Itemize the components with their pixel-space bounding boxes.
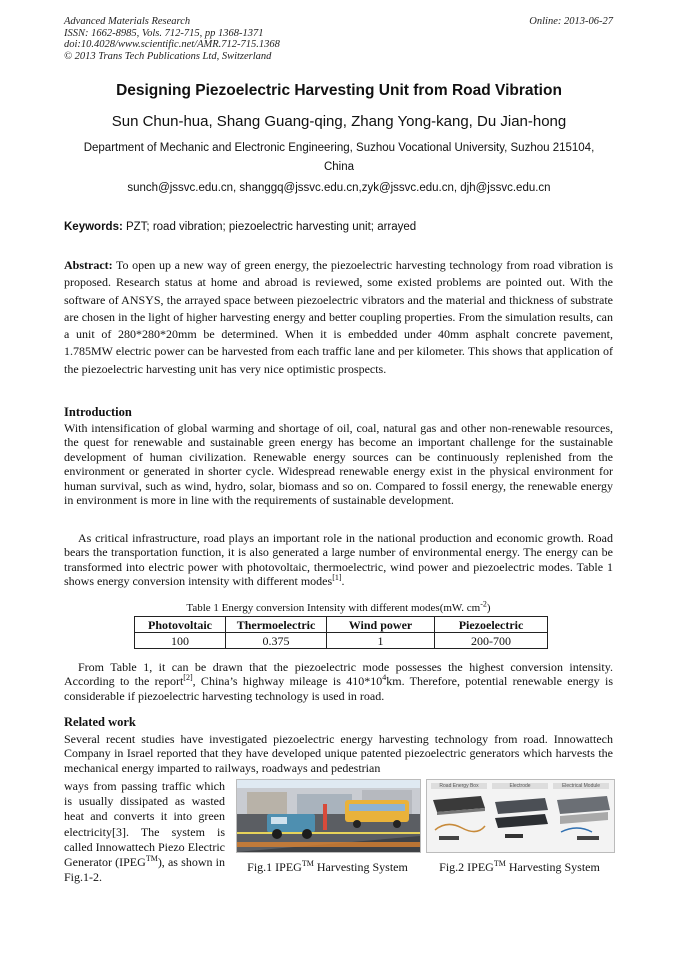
fig2-tm: TM: [493, 859, 506, 868]
journal-header: [64, 16, 280, 62]
fig1-rest: Harvesting System: [313, 860, 408, 874]
table-cell: 100: [135, 633, 226, 649]
fig1-tm: TM: [301, 859, 314, 868]
discussion-c: km. Therefore, potential renewable energy is considerable if piezoelectric harvesting technology is used in road.: [64, 674, 614, 703]
ipeg-components-illustration: [427, 780, 614, 852]
discussion-a: From Table 1, it can be drawn that the piezoelectric mode possesses the highest conversion intensity. According to the report: [64, 660, 613, 689]
introduction-paragraph-2: [64, 531, 613, 589]
affiliation: Department of Mechanic and Electronic Engineering, Suzhou Vocational University, Suzhou 215104, China: [83, 142, 595, 173]
energy-table: [134, 616, 548, 649]
emails: sunch@jssvc.edu.cn, shanggq@jssvc.edu.cn,zyk@jssvc.edu.cn, djh@jssvc.edu.cn: [127, 182, 551, 194]
fig2-label: Fig.2 IPEG: [439, 860, 494, 874]
discussion-citation: [2]: [183, 673, 193, 683]
related-work-heading: Related work: [64, 715, 136, 729]
journal-name: Advanced Materials Research: [64, 16, 191, 27]
figure-2-caption: [426, 860, 613, 875]
table-cell: 200-700: [435, 633, 548, 649]
online-date: Online: 2013-06-27: [529, 16, 613, 27]
ipeg-road-illustration: [237, 780, 420, 852]
authors: Sun Chun-hua, Shang Guang-qing, Zhang Yong-kang, Du Jian-hong: [111, 113, 567, 130]
panel-label: Electrical Module: [553, 783, 609, 789]
figure-2-image: [426, 779, 615, 853]
figure-1-image: [236, 779, 421, 853]
table-header-cell: Thermoelectric: [226, 617, 327, 633]
table-header-cell: Photovoltaic: [135, 617, 226, 633]
abstract: [64, 257, 613, 378]
keywords-text: PZT; road vibration; piezoelectric harvesting unit; arrayed: [122, 221, 417, 233]
table-header-cell: Piezoelectric: [435, 617, 548, 633]
discussion-exponent: 4: [382, 673, 387, 683]
caption-text: Table 1 Energy conversion Intensity with different modes(mW. cm: [186, 602, 481, 614]
table-header-cell: Wind power: [327, 617, 435, 633]
table-header-row: [135, 617, 548, 633]
caption-end: ): [486, 602, 491, 614]
fig2-rest: Harvesting System: [505, 860, 600, 874]
issn-line: ISSN: 1662-8985, Vols. 712-715, pp 1368-1371: [64, 27, 264, 39]
abstract-text: To open up a new way of green energy, the piezoelectric harvesting technology from road vibration is proposed. Research status at home and abroad is reviewed, some existed problems are pointed out. With the software of ANSYS, the arrayed space between piezoelectric vibrators and the material and thickness of substrate are chosen in the light of higher harvesting energy and better coupling properties. From the simulation results, can a unit of 280*280*20mm be determined. When it is embedded under 40mm asphalt concrete pavement, 1.785MW electric power can be harvested from each traffic lane and per kilometer. This shows that application of the piezoelectric harvesting unit has very nice optimistic prospects.: [64, 258, 613, 376]
introduction-paragraph-1: With intensification of global warming and shortage of oil, coal, natural gas and other non-renewable resources, the quest for renewable and sustainable green energy has become an important challenge for the sustainable development of human civilization. Renewable energy sources can be continuously replenished from the environment or generated in shorter cycle. Widespread renewable energy exist in the physical environment for human survival, such as wind, hydro, solar, biomass and so on. Compared to fossil energy, the renewable energy in environment is more in line with the requirements of sustainable development.: [64, 421, 613, 508]
discussion-b: , China’s highway mileage is 410*10: [192, 674, 383, 689]
related-paragraph-1: Several recent studies have investigated piezoelectric energy harvesting technology from road. Innowattech Company in Israel reported that they have developed unique patented piezoelectric generators which harvests the mechanical energy imparted to railways, roadways and pedestrian: [64, 732, 613, 775]
copyright-line: © 2013 Trans Tech Publications Ltd, Switzerland: [64, 50, 272, 62]
table-caption: [64, 599, 613, 614]
keywords-label: Keywords:: [64, 221, 123, 233]
related-p2-a: ways from passing traffic which is usually dissipated as wasted heat and converts it into green electricity[3]. The system is called Innowattech Piezo Electric Generator (IPEG: [64, 779, 225, 870]
table-cell: 1: [327, 633, 435, 649]
abstract-label: Abstract:: [64, 258, 113, 272]
keywords: [64, 221, 416, 233]
p2-citation: [1]: [332, 573, 342, 583]
paper-title: Designing Piezoelectric Harvesting Unit from Road Vibration: [116, 82, 562, 99]
p2-text: As critical infrastructure, road plays an important role in the national production and economic growth. Road bears the transportation function, it is also generated a large number of environmental energy. The energy can be transformed into electric power with photovoltaic, thermoelectric, wind power and piezoelectric modes. Table 1 shows energy conversion intensity with different modes: [64, 531, 613, 589]
table-row: [135, 633, 548, 649]
related-p2-tm: TM: [145, 854, 158, 864]
figure-1-caption: [236, 860, 419, 875]
fig1-label: Fig.1 IPEG: [247, 860, 302, 874]
related-p2-b: ), as shown in Fig.1-2.: [64, 855, 225, 885]
caption-sup: -2: [480, 599, 487, 609]
p2-end: .: [341, 574, 345, 589]
panel-label: Electrode: [492, 783, 548, 789]
introduction-heading: Introduction: [64, 405, 132, 419]
panel-label: Road Energy Box: [431, 783, 487, 789]
table-discussion: [64, 660, 613, 703]
related-paragraph-2: [64, 779, 225, 885]
doi-line: doi:10.4028/www.scientific.net/AMR.712-715.1368: [64, 39, 280, 50]
table-cell: 0.375: [226, 633, 327, 649]
